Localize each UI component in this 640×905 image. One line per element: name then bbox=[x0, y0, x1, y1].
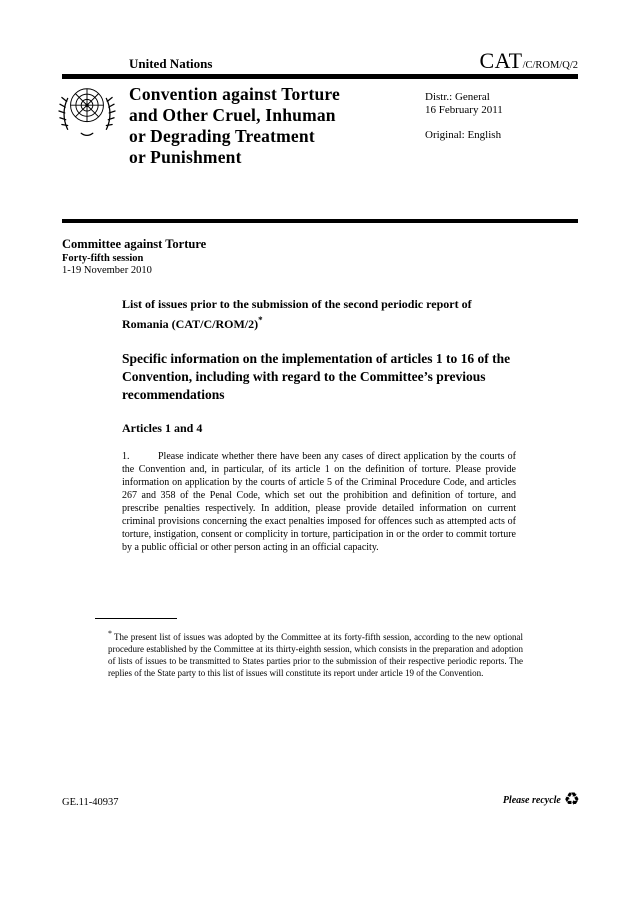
recycle-label: Please recycle bbox=[502, 794, 561, 806]
document-title-line-3: or Degrading Treatment bbox=[129, 126, 315, 146]
org-name: United Nations bbox=[129, 56, 213, 71]
list-of-issues-heading-text: List of issues prior to the submission of the second periodic report of Romania (CAT/C/ROM/2) bbox=[122, 297, 472, 331]
document-symbol-main: CAT bbox=[479, 48, 523, 73]
footnote-text bbox=[95, 628, 523, 679]
recycle-icon: ♻ bbox=[563, 789, 580, 810]
distribution-label: Distr.: General bbox=[425, 91, 490, 103]
paragraph-text: Please indicate whether there have been any cases of direct application by the courts of the Convention and, in particular, of its article 1 on the definition of torture. Please provide information on application by the courts of article 5 of the Criminal Procedure Code, and articles 267 and 358 of the Penal Code, which set out the prohibition and definition of torture, and prescribe penalties respectively. In addition, please provide detailed information on current criminal provisions concerning the exact penalties imposed for offences such as attempted acts of torture, instigation, consent or complicity in torture, participation in or the order to commit torture by a public official or other person acting in an official capacity. bbox=[122, 451, 516, 553]
footnote-divider bbox=[95, 618, 177, 619]
list-of-issues-heading bbox=[122, 296, 516, 332]
document-date: 16 February 2011 bbox=[425, 104, 503, 116]
document-title-line-1: Convention against Torture bbox=[129, 84, 341, 104]
footnote-body: The present list of issues was adopted by the Committee at its forty-fifth session, according to the new optional procedure established by the Committee at its thirty-eighth session, which consists in the preparation and adoption of lists of issues to be transmitted to States parties prior to the submission of their respective periodic reports. The replies of the State party to this list of issues will constitute its report under article 19 of the Convention. bbox=[108, 632, 523, 678]
footnote-marker: * bbox=[108, 629, 112, 638]
header-divider bbox=[62, 74, 578, 79]
session-name: Forty-fifth session bbox=[62, 253, 144, 264]
footnote-reference: * bbox=[258, 315, 263, 325]
main-content bbox=[122, 296, 516, 554]
document-symbol-suffix: /C/ROM/Q/2 bbox=[522, 60, 578, 71]
session-dates: 1-19 November 2010 bbox=[62, 265, 152, 276]
articles-heading: Articles 1 and 4 bbox=[122, 421, 203, 435]
recycle-note bbox=[503, 791, 580, 809]
document-title-line-4: or Punishment bbox=[129, 147, 242, 167]
document-symbol bbox=[480, 48, 579, 74]
paragraph-1 bbox=[122, 450, 516, 554]
footnote-block bbox=[95, 618, 523, 679]
original-language: Original: English bbox=[425, 129, 502, 141]
un-emblem-icon bbox=[58, 80, 116, 142]
document-number: GE.11-40937 bbox=[62, 797, 119, 808]
title-divider bbox=[62, 219, 578, 223]
specific-information-heading: Specific information on the implementation of articles 1 to 16 of the Convention, including with regard to the Committee’s previous recommendations bbox=[122, 351, 511, 402]
paragraph-number: 1. bbox=[122, 451, 130, 462]
document-title-line-2: and Other Cruel, Inhuman bbox=[129, 105, 336, 125]
committee-name: Committee against Torture bbox=[62, 237, 207, 251]
document-title bbox=[129, 84, 340, 168]
